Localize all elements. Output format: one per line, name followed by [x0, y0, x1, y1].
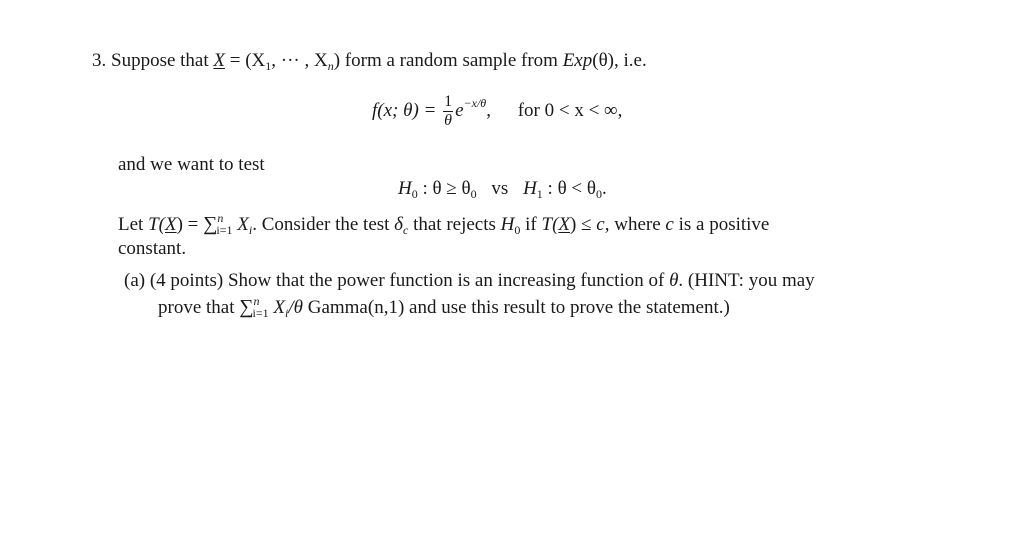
vs-text: vs: [491, 178, 509, 199]
sum-sub: i=1: [216, 223, 233, 237]
exp-power: −x/θ: [463, 95, 487, 110]
h0-label: H: [398, 178, 412, 199]
statistic-line-2: constant.: [118, 238, 187, 259]
t-var: X: [164, 214, 177, 235]
h-null-sub: 0: [514, 223, 521, 237]
tuple-open: = (X: [229, 50, 266, 71]
h0-body: : θ ≥ θ: [422, 178, 471, 199]
part-a-term-div: /θ: [288, 297, 303, 318]
test-intro: and we want to test: [118, 154, 265, 175]
part-a-theta: θ: [669, 270, 679, 291]
t2-name: T(: [541, 214, 559, 235]
part-a-label: (a): [124, 270, 146, 291]
part-a-line-2: [158, 295, 730, 320]
problem-number: 3.: [92, 50, 107, 71]
t-name: T(: [148, 214, 165, 235]
tuple-sub-1: 1: [265, 59, 272, 73]
tuple-sub-n: n: [327, 59, 334, 73]
distribution-name: Exp: [562, 50, 593, 71]
h1-body-sub: 0: [596, 187, 602, 201]
part-a-term-sub: i: [285, 306, 289, 320]
if-text: if: [525, 214, 537, 235]
h1-body: : θ < θ: [547, 178, 596, 199]
tuple-mid: , ··· , X: [271, 50, 328, 71]
sum-term-sub: i: [248, 223, 253, 237]
t2-var: X: [558, 214, 571, 235]
part-a-term: X: [273, 297, 285, 318]
part-a-text: (4 points) Show that the power function is an increasing function of: [149, 270, 665, 291]
t-close: ) =: [176, 214, 199, 235]
statistic-line: [118, 212, 769, 237]
part-a-line-1: [124, 270, 815, 293]
where-text: , where: [604, 214, 661, 235]
hypotheses: [398, 178, 607, 201]
intro-suffix: form a random sample from: [344, 50, 558, 71]
sample-vector: X: [213, 50, 225, 71]
problem-statement-line: [92, 50, 647, 73]
h1-sub: 1: [536, 187, 543, 201]
part-a-suffix: Gamma(n,1) and use this result to prove the statement.): [307, 297, 730, 318]
part-a-sum-sup: n: [253, 294, 260, 308]
sum-term: X: [237, 214, 249, 235]
c-const: c: [596, 214, 605, 235]
t2-close: ) ≤: [570, 214, 592, 235]
h1-label: H: [523, 178, 537, 199]
density-comma: ,: [486, 99, 491, 121]
positive-text: is a positive: [678, 214, 770, 235]
sum-sup: n: [217, 211, 224, 225]
c-const-2: c: [665, 214, 674, 235]
h1-end: .: [602, 178, 607, 199]
h-null: H: [500, 214, 515, 235]
fraction-denominator: θ: [444, 112, 453, 129]
rejects-text: that rejects: [413, 214, 496, 235]
consider-text: . Consider the test: [252, 214, 390, 235]
exp-base: e: [455, 99, 464, 121]
delta: δ: [394, 214, 404, 235]
delta-sub: c: [403, 223, 409, 237]
part-a-hint: . (HINT: you may: [678, 270, 815, 291]
h0-body-sub: 0: [470, 187, 477, 201]
distribution-arg: (θ), i.e.: [592, 50, 647, 71]
h0-sub: 0: [411, 187, 418, 201]
part-a-sum-sub: i=1: [252, 306, 269, 320]
density-domain: for 0 < x < ∞,: [517, 99, 623, 121]
part-a-sum: ∑: [239, 296, 254, 318]
intro-prefix: Suppose that: [111, 50, 209, 71]
sum-symbol: ∑: [203, 213, 218, 235]
density-fraction: [443, 93, 453, 130]
density-lhs: f(x; θ) =: [372, 99, 437, 121]
prove-that: prove that: [158, 297, 235, 318]
density-equation: [372, 93, 622, 130]
tuple-close: ): [333, 50, 341, 71]
fraction-numerator: 1: [444, 93, 453, 110]
let-text: Let: [118, 214, 144, 235]
